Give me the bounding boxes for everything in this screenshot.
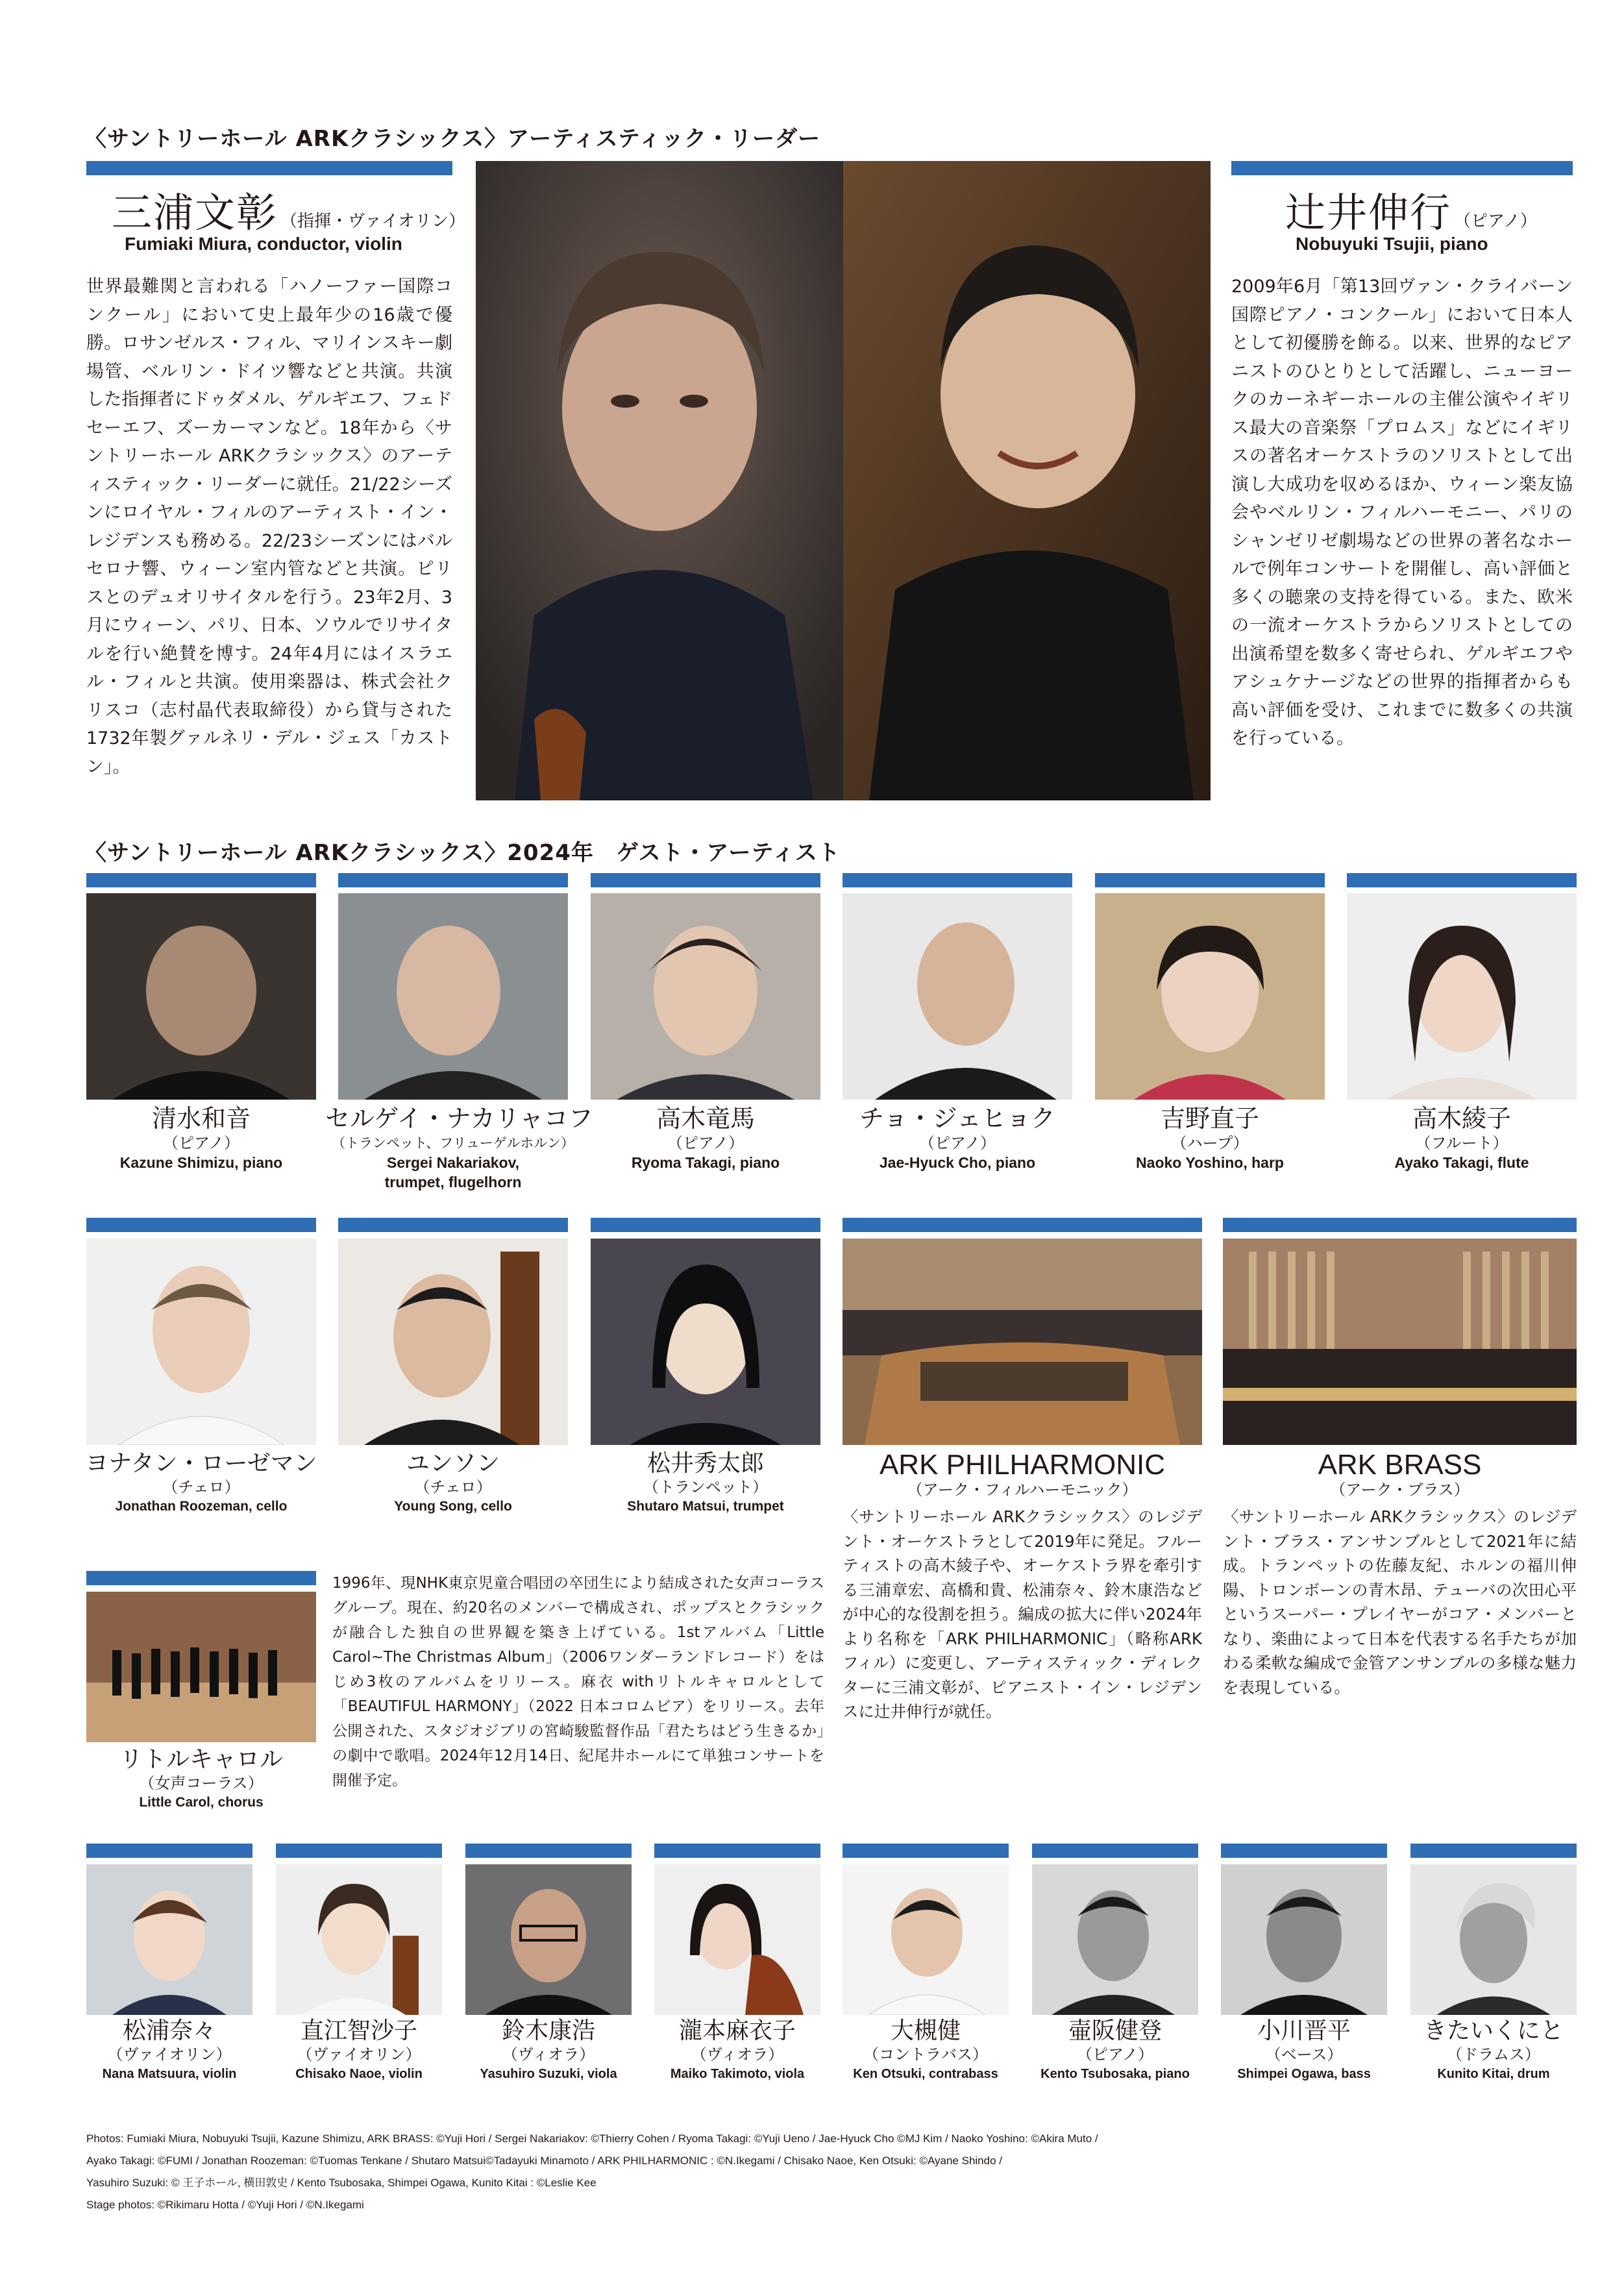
artist-en-name: Ayako Takagi, flute	[1394, 1154, 1529, 1171]
card-naoe	[263, 2018, 455, 2084]
card-little-carol	[86, 1746, 316, 1812]
artist-instrument: （チェロ）	[162, 1478, 240, 1496]
leader-heading: 〈サントリーホール ARKクラシックス〉アーティスティック・リーダー	[84, 126, 821, 152]
song-photo	[338, 1239, 568, 1445]
ark-philharmonic-photo	[843, 1239, 1202, 1445]
matsuura-photo	[86, 1864, 252, 2015]
row2-bar-1	[86, 1218, 316, 1232]
row1-bar-1	[86, 873, 316, 887]
kitai-photo	[1410, 1864, 1577, 2015]
cho-photo	[843, 893, 1072, 1100]
artist-en-name: Shimpei Ogawa, bass	[1237, 2067, 1371, 2081]
artist-name: 直江智沙子	[300, 2018, 417, 2044]
artist-instrument: （ピアノ）	[918, 1134, 996, 1152]
artist-en-name: Sergei Nakariakov,	[386, 1154, 520, 1171]
artist-en-name: Chisako Naoe, violin	[295, 2067, 423, 2081]
photo-credits	[86, 2128, 1577, 2216]
artist-instrument: （ハープ）	[1171, 1134, 1249, 1152]
artist-name: ユンソン	[406, 1450, 500, 1477]
artist-name: セルゲイ・ナカリャコフ	[325, 1104, 593, 1133]
artist-instrument: （ヴィオラ）	[502, 2045, 595, 2064]
artist-en-name: Kazune Shimizu, piano	[119, 1154, 283, 1171]
card-nakariakov	[325, 1104, 593, 1192]
artist-instrument: （ヴァイオリン）	[297, 2045, 421, 2064]
row1-bar-6	[1347, 873, 1577, 887]
card-matsuura	[73, 2018, 265, 2084]
artist-en-name: Jae-Hyuck Cho, piano	[879, 1154, 1036, 1171]
card-takimoto	[641, 2018, 833, 2084]
guest-heading: 〈サントリーホール ARKクラシックス〉2024年 ゲスト・アーティスト	[84, 840, 841, 866]
miura-name: 三浦文彰 （指揮・ヴァイオリン）	[112, 189, 465, 236]
artist-en-name: Yasuhiro Suzuki, viola	[480, 2067, 617, 2081]
miura-en-name: Fumiaki Miura, conductor, violin	[125, 234, 402, 254]
artist-en-name: Kento Tsubosaka, piano	[1040, 2067, 1190, 2081]
artist-instrument: （ヴァイオリン）	[107, 2045, 232, 2064]
artist-en-name: Ken Otsuki, contrabass	[853, 2067, 998, 2081]
row3-bar-8	[1410, 1844, 1577, 1858]
tsujii-name: 辻井伸行 （ピアノ）	[1285, 189, 1537, 236]
row2-bar-phil	[843, 1218, 1202, 1232]
artist-instrument: （トランペット、フリューゲルホルン）	[332, 1135, 574, 1151]
artist-en-name: Nana Matsuura, violin	[102, 2067, 237, 2081]
card-song	[338, 1450, 568, 1516]
artist-instrument: （ドラムス）	[1447, 2045, 1540, 2064]
miura-photo	[476, 161, 843, 800]
row3-bar-1	[86, 1844, 252, 1858]
nakariakov-photo	[338, 893, 568, 1100]
row2-bar-3	[591, 1218, 820, 1232]
miura-bio: 世界最難関と言われる「ハノーファー国際コンクール」において史上最年少の16歳で優勝。ロサンゼルス・フィル、マリインスキー劇場管、ベルリン・ドイツ響などと共演。共演した指揮者にドゥダメル、ゲルギエフ、フェドセーエフ、ズーカーマンなど。18年から〈サントリーホール ARKクラシックス〉のアーティスティック・リーダーに就任。21/22シーズンにロイヤル・フィルのアーティスト・イン・レジデンスも務める。22/23シーズンにはバルセロナ響、ウィーン室内管などと共演。ピリスとのデュオリサイタルを行う。23年2月、3月にウィーン、パリ、日本、ソウルでリサイタルを行い絶賛を博す。24年4月にはイスラエル・フィルと共演。使用楽器は、株式会社クリスコ（志村晶代表取締役）から貸与された1732年製グァルネリ・デル・ジェス「カストン」。	[86, 277, 452, 777]
row1-bar-4	[843, 873, 1072, 887]
matsui-photo	[591, 1239, 820, 1445]
card-roozeman	[73, 1450, 329, 1516]
artist-name: 壷阪健登	[1068, 2018, 1162, 2044]
credit-line: Ayako Takagi: ©FUMI / Jonathan Roozeman: ©Tuomas Tenkane / Shutaro Matsui©Tadayuki Minamoto / ARK PHILHARMONIC : ©N.Ikegami / Chisako Naoe, Ken Otsuki: ©Ayane Shindo /	[86, 2154, 1002, 2167]
row3-bar-3	[465, 1844, 632, 1858]
artist-name: ヨナタン・ローゼマン	[85, 1450, 317, 1477]
card-cho	[843, 1104, 1072, 1172]
miura-bar	[86, 161, 452, 175]
artist-en-name: Maiko Takimoto, viola	[670, 2067, 805, 2081]
card-takagi-ryoma	[591, 1104, 820, 1172]
card-matsui	[584, 1450, 827, 1516]
artist-name: 松浦奈々	[122, 2018, 216, 2044]
takimoto-photo	[654, 1864, 820, 2015]
tsujii-bio: 2009年6月「第13回ヴァン・クライバーン国際ピアノ・コンクール」において日本人として初優勝を飾る。以来、世界的なピアニストのひとりとして活躍し、ニューヨークのカーネギーホールの主催公演やイギリス最大の音楽祭「プロムス」などにイギリスの著名オーケストラのソリストとして出演し大成功を収めるほか、ウィーン楽友協会やベルリン・フィルハーモニー、パリのシャンゼリゼ劇場などの世界の著名なホールで例年コンサートを開催し、高い評価と多くの聴衆の支持を得ている。また、欧米の一流オーケストラからソリストとしての出演希望を数多く寄せられ、ゲルギエフやアシュケナージなどの世界的指揮者からも高い評価を受け、これまでに数多くの共演を行っている。	[1231, 277, 1573, 748]
row3-bar-7	[1221, 1844, 1387, 1858]
card-otsuki	[830, 2018, 1022, 2084]
row1-bar-5	[1095, 873, 1325, 887]
row3-bar-6	[1032, 1844, 1198, 1858]
artist-instrument: （ピアノ）	[1076, 2045, 1154, 2064]
artist-name: きたいくにと	[1423, 2018, 1564, 2044]
artist-name: 吉野直子	[1160, 1104, 1259, 1133]
artist-instrument: （ピアノ）	[162, 1134, 240, 1152]
artist-en-name: Young Song, cello	[394, 1499, 512, 1514]
tsujii-bar	[1231, 161, 1573, 175]
artist-en-name: Jonathan Roozeman, cello	[115, 1499, 288, 1514]
row3-bar-5	[843, 1844, 1009, 1858]
suzuki-photo	[465, 1864, 632, 2015]
artist-instrument: （ヴィオラ）	[691, 2045, 784, 2064]
takagi-ayako-photo	[1347, 893, 1577, 1100]
artist-instrument: （フルート）	[1415, 1134, 1508, 1152]
card-ogawa	[1208, 2018, 1400, 2084]
little-carol-photo	[86, 1592, 316, 1742]
row2-bar-2	[338, 1218, 568, 1232]
artist-instrument: （トランペット）	[643, 1478, 768, 1496]
shimizu-photo	[86, 893, 316, 1100]
row3-bar-4	[654, 1844, 820, 1858]
card-tsubosaka	[1019, 2018, 1211, 2084]
ogawa-photo	[1221, 1864, 1387, 2015]
credit-line: Photos: Fumiaki Miura, Nobuyuki Tsujii, Kazune Shimizu, ARK BRASS: ©Yuji Hori / Sergei Nakariakov: ©Thierry Cohen / Ryoma Takagi: ©Yuji Ueno / Jae-Hyuck Cho ©MJ Kim / Naoko Yoshino: ©Akira Muto /	[86, 2132, 1098, 2145]
artist-name: リトルキャロル	[119, 1746, 283, 1773]
artist-en-name: Kunito Kitai, drum	[1437, 2067, 1550, 2081]
card-suzuki	[452, 2018, 645, 2084]
philharmonic-title: ARK PHILHARMONIC （アーク・フィルハーモニック）	[879, 1449, 1166, 1499]
row2-bar-brass	[1223, 1218, 1577, 1232]
row3-bar-2	[276, 1844, 442, 1858]
tsujii-photo	[843, 161, 1211, 800]
row1-bar-2	[338, 873, 568, 887]
artist-instrument: （ベース）	[1265, 2045, 1343, 2064]
tsubosaka-photo	[1032, 1864, 1198, 2015]
row1-bar-3	[591, 873, 820, 887]
credit-line: Stage photos: ©Rikimaru Hotta / ©Yuji Hori / ©N.Ikegami	[86, 2199, 364, 2211]
artist-en-name: Ryoma Takagi, piano	[631, 1154, 780, 1171]
artist-name: 瀧本麻衣子	[678, 2018, 796, 2044]
naoe-photo	[276, 1864, 442, 2015]
artist-name: チョ・ジェヒョク	[859, 1104, 1056, 1133]
brass-desc: 〈サントリーホール ARKクラシックス〉のレジデント・ブラス・アンサンブルとして2021年に結成。トランペットの佐藤友紀、ホルンの福川伸陽、トロンボーンの青木昂、テューバの次田心平というスーパー・プレイヤーがコア・メンバーとなり、楽曲によって日本を代表する名手たちが加わる柔軟な編成で金管アンサンブルの多様な魅力を表現している。	[1223, 1507, 1577, 1697]
philharmonic-desc: 〈サントリーホール ARKクラシックス〉のレジデント・オーケストラとして2019年に発足。フルーティストの高木綾子や、オーケストラ界を牽引する三浦章宏、高橋和貴、松浦奈々、鈴木康浩などが中心的な役割を担う。編成の拡大に伴い2024年より名称を「ARK PHILHARMONIC」（略称ARKフィル）に変更し、アーティスティック・ディレクターに三浦文彰が、ピアニスト・イン・レジデンスに辻井伸行が就任。	[843, 1507, 1202, 1721]
artist-instrument: （チェロ）	[414, 1478, 492, 1496]
carol-bar	[86, 1571, 316, 1585]
tsujii-en-name: Nobuyuki Tsujii, piano	[1296, 234, 1488, 254]
card-kitai	[1397, 2018, 1590, 2084]
ark-brass-photo	[1223, 1239, 1577, 1445]
artist-name: 小川晋平	[1257, 2018, 1351, 2044]
credit-line: Yasuhiro Suzuki: © 王子ホール, 横田敦史 / Kento Tsubosaka, Shimpei Ogawa, Kunito Kitai : ©Leslie Kee	[86, 2177, 597, 2189]
artist-name: 高木綾子	[1412, 1104, 1511, 1133]
card-shimizu	[86, 1104, 316, 1172]
otsuki-photo	[843, 1864, 1009, 2015]
card-takagi-ayako	[1347, 1104, 1577, 1172]
artist-name: 松井秀太郎	[646, 1450, 764, 1477]
artist-name: 大槻健	[890, 2018, 961, 2044]
yoshino-photo	[1095, 893, 1325, 1100]
artist-name: 高木竜馬	[656, 1104, 755, 1133]
artist-en-name-line2: trumpet, flugelhorn	[384, 1174, 522, 1191]
card-yoshino	[1095, 1104, 1325, 1172]
brass-title: ARK BRASS （アーク・ブラス）	[1318, 1449, 1482, 1499]
carol-desc: 1996年、現NHK東京児童合唱団の卒団生により結成された女声コーラスグループ。現在、約20名のメンバーで構成され、ポップスとクラシックが融合した独自の世界観を築き上げている。1stアルバム「Little Carol~The Christmas Album」（2006ワンダーランドレコード）をはじめ3枚のアルバムをリリース。麻衣 withリトルキャロルとして「BEAUTIFUL HARMONY」（2022 日本コロムビア）をリリース。去年公開された、スタジオジブリの宮崎駿監督作品「君たちはどう生きるか」の劇中で歌唱。2024年12月14日、紀尾井ホールにて単独コンサートを開催予定。	[332, 1575, 824, 1789]
takagi-ryoma-photo	[591, 893, 820, 1100]
artist-en-name: Shutaro Matsui, trumpet	[627, 1499, 784, 1514]
artist-name: 鈴木康浩	[501, 2018, 595, 2044]
artist-en-name: Naoko Yoshino, harp	[1136, 1154, 1284, 1171]
artist-instrument: （ピアノ）	[667, 1134, 744, 1152]
roozeman-photo	[86, 1239, 316, 1445]
artist-instrument: （コントラバス）	[863, 2045, 988, 2064]
artist-en-name: Little Carol, chorus	[139, 1795, 264, 1810]
artist-name: 清水和音	[151, 1104, 251, 1133]
artist-instrument: （女声コーラス）	[139, 1774, 264, 1792]
